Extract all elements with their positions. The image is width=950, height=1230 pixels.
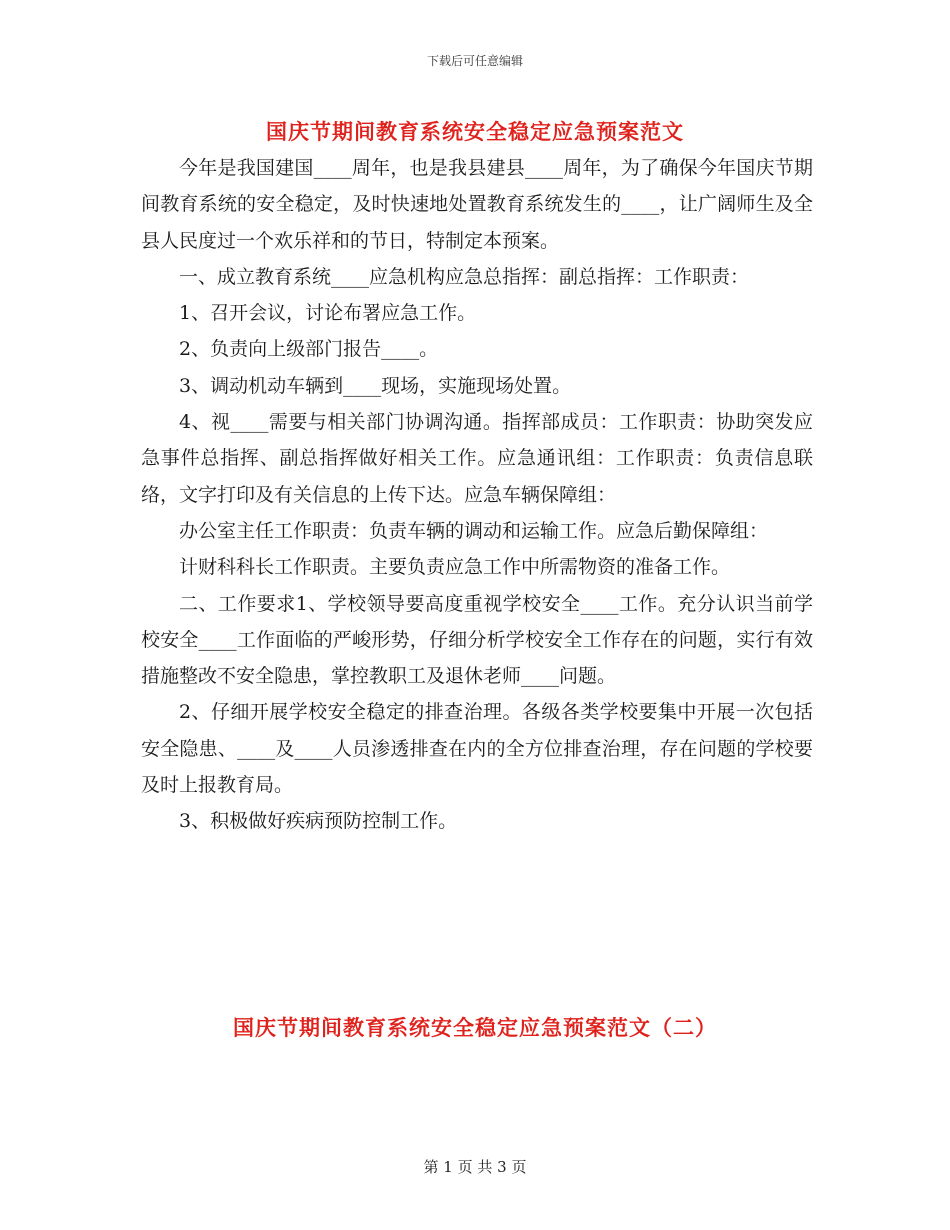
paragraph-office: 办公室主任工作职责：负责车辆的调动和运输工作。应急后勤保障组：	[179, 519, 769, 542]
document-body	[141, 150, 813, 840]
page-footer: 第 1 页 共 3 页	[423, 1158, 527, 1176]
paragraph-item-2: 2、负责向上级部门报告____。	[179, 338, 439, 361]
paragraph-item-3: 3、调动机动车辆到____现场，实施现场处置。	[179, 374, 572, 397]
paragraph-item-1: 1、召开会议，讨论布署应急工作。	[179, 302, 477, 325]
paragraph-intro: 今年是我国建国____周年，也是我县建县____周年，为了确保今年国庆节期间教育系统的安全稳定，及时快速地处置教育系统发生的____，让广阔师生及全县人民度过一个欢乐祥和的节日，特制定本预案。	[141, 157, 813, 252]
paragraph-section-1: 一、成立教育系统____应急机构应急总指挥：副总指挥：工作职责：	[179, 265, 750, 288]
paragraph-finance: 计财科科长工作职责。主要负责应急工作中所需物资的准备工作。	[179, 556, 731, 579]
paragraph-section-2: 二、工作要求1、学校领导要高度重视学校安全____工作。充分认识当前学校安全____工作面临的严峻形势，仔细分析学校安全工作存在的问题，实行有效措施整改不安全隐患，掌控教职工及退休老师____问题。	[141, 592, 813, 688]
paragraph-item-4: 4、视____需要与相关部门协调沟通。指挥部成员：工作职责：协助突发应急事件总指挥、副总指挥做好相关工作。应急通讯组：工作职责：负责信息联络，文字打印及有关信息的上传下达。应急车辆保障组：	[141, 411, 813, 506]
document-title: 国庆节期间教育系统安全稳定应急预案范文	[266, 119, 684, 144]
paragraph-requirement-2: 2、仔细开展学校安全稳定的排查治理。各级各类学校要集中开展一次包括安全隐患、____及____人员渗透排查在内的全方位排查治理，存在问题的学校要及时上报教育局。	[141, 701, 813, 797]
page-header: 下载后可任意编辑	[426, 54, 523, 68]
paragraph-requirement-3: 3、积极做好疾病预防控制工作。	[179, 810, 458, 833]
document-title-part-2: 国庆节期间教育系统安全稳定应急预案范文（二）	[233, 1015, 717, 1040]
